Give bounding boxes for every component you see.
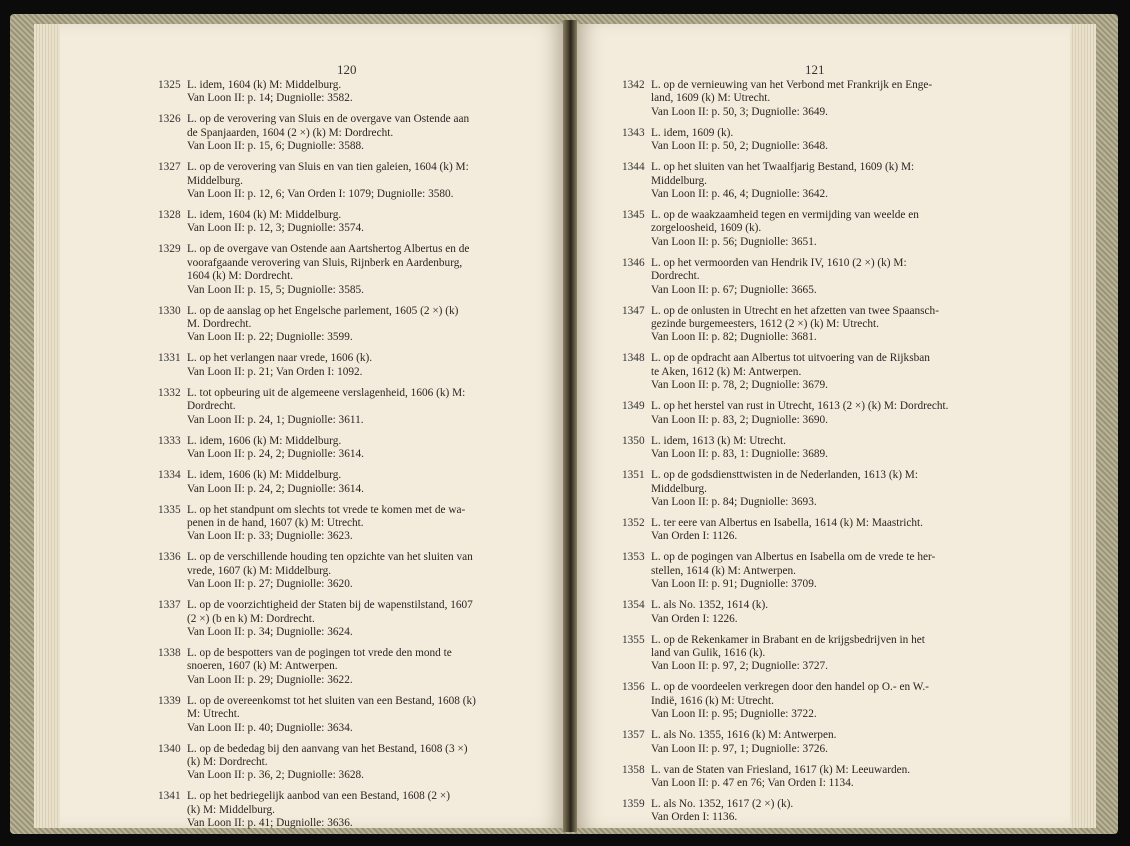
entry-number: 1351 xyxy=(622,469,645,482)
entry-text xyxy=(187,790,530,830)
entry-line: Van Loon II: p. 95; Dugniolle: 3722. xyxy=(651,708,817,721)
entry-text xyxy=(651,161,1000,201)
entry-number: 1344 xyxy=(622,161,645,174)
entry-line: L. op de waakzaamheid tegen en vermijding van weelde en xyxy=(651,209,919,222)
left-page-edges xyxy=(34,24,60,828)
entry-line: Van Loon II: p. 83, 1: Dugniolle: 3689. xyxy=(651,448,828,461)
catalogue-entry xyxy=(158,435,530,462)
entry-line: L. ter eere van Albertus en Isabella, 1614 (k) M: Maastricht. xyxy=(651,516,923,529)
entry-text xyxy=(651,599,1000,626)
entry-line: Van Orden I: 1226. xyxy=(651,612,738,625)
entry-number: 1359 xyxy=(622,797,645,810)
entry-line: L. op de pogingen van Albertus en Isabella om de vrede te her- xyxy=(651,551,936,564)
entry-line: Van Loon II: p. 41; Dugniolle: 3636. xyxy=(187,817,353,830)
catalogue-entry xyxy=(622,798,1000,825)
entry-text xyxy=(651,764,1000,791)
entry-line: Van Loon II: p. 24, 2; Dugniolle: 3614. xyxy=(187,482,364,495)
entry-line: Van Loon II: p. 15, 6; Dugniolle: 3588. xyxy=(187,140,364,153)
catalogue-entry xyxy=(622,551,1000,591)
entry-number: 1333 xyxy=(158,434,181,447)
entry-number: 1337 xyxy=(158,599,181,612)
entry-number: 1352 xyxy=(622,516,645,529)
entry-line: Van Loon II: p. 36, 2; Dugniolle: 3628. xyxy=(187,769,364,782)
catalogue-entry xyxy=(622,634,1000,674)
entry-line: stellen, 1614 (k) M: Antwerpen. xyxy=(651,564,796,577)
entry-line: L. op de overeenkomst tot het sluiten van een Bestand, 1608 (k) xyxy=(187,694,476,707)
left-page-number: 120 xyxy=(337,62,357,77)
entry-line: L. op de overgave van Ostende aan Aartshertog Albertus en de xyxy=(187,243,470,256)
left-catalogue-column xyxy=(158,79,530,838)
entry-text xyxy=(651,305,1000,345)
entry-text xyxy=(651,469,1000,509)
book-gutter xyxy=(563,20,577,832)
entry-text xyxy=(651,729,1000,756)
entry-number: 1328 xyxy=(158,209,181,222)
entry-line: L. op het sluiten van het Twaalfjarig Bestand, 1609 (k) M: xyxy=(651,161,915,174)
entry-text xyxy=(651,209,1000,249)
entry-line: Van Loon II: p. 15, 5; Dugniolle: 3585. xyxy=(187,283,364,296)
entry-text xyxy=(187,243,530,297)
entry-number: 1327 xyxy=(158,161,181,174)
entry-text xyxy=(187,435,530,462)
entry-number: 1345 xyxy=(622,209,645,222)
catalogue-entry xyxy=(158,113,530,153)
entry-text xyxy=(187,599,530,639)
entry-line: L. op het bedriegelijk aanbod van een Bestand, 1608 (2 ×) xyxy=(187,790,450,803)
entry-line: L. op de Rekenkamer in Brabant en de krijgsbedrijven in het xyxy=(651,633,925,646)
entry-text xyxy=(651,435,1000,462)
entry-text xyxy=(651,127,1000,154)
entry-text xyxy=(187,695,530,735)
entry-text xyxy=(187,79,530,106)
entry-text xyxy=(187,647,530,687)
catalogue-entry xyxy=(158,504,530,544)
entry-line: L. idem, 1606 (k) M: Middelburg. xyxy=(187,469,342,482)
catalogue-entry xyxy=(158,790,530,830)
entry-number: 1341 xyxy=(158,790,181,803)
catalogue-entry xyxy=(622,764,1000,791)
entry-number: 1353 xyxy=(622,551,645,564)
entry-line: (2 ×) (b en k) M: Dordrecht. xyxy=(187,612,315,625)
catalogue-entry xyxy=(158,599,530,639)
entry-number: 1338 xyxy=(158,646,181,659)
entry-line: Van Loon II: p. 83, 2; Dugniolle: 3690. xyxy=(651,413,828,426)
entry-line: L. op de godsdiensttwisten in de Nederlanden, 1613 (k) M: xyxy=(651,469,918,482)
entry-text xyxy=(651,634,1000,674)
catalogue-entry xyxy=(158,647,530,687)
entry-text xyxy=(187,352,530,379)
entry-line: Van Loon II: p. 34; Dugniolle: 3624. xyxy=(187,625,353,638)
entry-line: Dordrecht. xyxy=(187,400,236,413)
catalogue-entry xyxy=(622,257,1000,297)
entry-line: gezinde burgemeesters, 1612 (2 ×) (k) M: Utrecht. xyxy=(651,318,879,331)
entry-text xyxy=(651,352,1000,392)
entry-line: Van Loon II: p. 14; Dugniolle: 3582. xyxy=(187,92,353,105)
entry-line: penen in de hand, 1607 (k) M: Utrecht. xyxy=(187,516,364,529)
catalogue-entry xyxy=(622,127,1000,154)
entry-text xyxy=(187,743,530,783)
entry-line: Van Loon II: p. 24, 2; Dugniolle: 3614. xyxy=(187,448,364,461)
catalogue-entry xyxy=(158,551,530,591)
entry-line: L. op het vermoorden van Hendrik IV, 1610 (2 ×) (k) M: xyxy=(651,256,907,269)
entry-line: L. idem, 1613 (k) M: Utrecht. xyxy=(651,434,786,447)
entry-number: 1340 xyxy=(158,742,181,755)
entry-number: 1325 xyxy=(158,79,181,91)
entry-line: Van Loon II: p. 29; Dugniolle: 3622. xyxy=(187,673,353,686)
catalogue-entry xyxy=(158,161,530,201)
entry-text xyxy=(187,504,530,544)
entry-number: 1332 xyxy=(158,386,181,399)
catalogue-entry xyxy=(158,469,530,496)
catalogue-entry xyxy=(158,695,530,735)
entry-text xyxy=(187,305,530,345)
catalogue-entry xyxy=(622,469,1000,509)
entry-number: 1349 xyxy=(622,400,645,413)
entry-line: M: Utrecht. xyxy=(187,708,240,721)
entry-line: de Spanjaarden, 1604 (2 ×) (k) M: Dordrecht. xyxy=(187,126,394,139)
entry-line: (k) M: Middelburg. xyxy=(187,803,275,816)
entry-line: Van Loon II: p. 24, 1; Dugniolle: 3611. xyxy=(187,413,364,426)
entry-text xyxy=(187,387,530,427)
entry-line: Van Orden I: 1136. xyxy=(651,811,738,824)
entry-line: land, 1609 (k) M: Utrecht. xyxy=(651,92,771,105)
catalogue-entry xyxy=(622,435,1000,462)
entry-line: L. op de verschillende houding ten opzichte van het sluiten van xyxy=(187,551,473,564)
catalogue-entry xyxy=(622,161,1000,201)
entry-line: 1604 (k) M: Dordrecht. xyxy=(187,270,294,283)
entry-number: 1329 xyxy=(158,243,181,256)
entry-line: L. idem, 1609 (k). xyxy=(651,126,734,139)
entry-line: L. op de verovering van Sluis en van tien galeien, 1604 (k) M: xyxy=(187,161,469,174)
entry-number: 1350 xyxy=(622,434,645,447)
catalogue-entry xyxy=(622,400,1000,427)
entry-number: 1326 xyxy=(158,113,181,126)
entry-line: L. op de aanslag op het Engelsche parlement, 1605 (2 ×) (k) xyxy=(187,304,459,317)
entry-number: 1342 xyxy=(622,79,645,91)
entry-line: Van Loon II: p. 47 en 76; Van Orden I: 1134. xyxy=(651,776,854,789)
entry-line: Van Loon II: p. 40; Dugniolle: 3634. xyxy=(187,721,353,734)
entry-line: zorgeloosheid, 1609 (k). xyxy=(651,222,762,235)
entry-line: snoeren, 1607 (k) M: Antwerpen. xyxy=(187,660,338,673)
entry-text xyxy=(187,161,530,201)
entry-text xyxy=(187,113,530,153)
entry-line: L. als No. 1352, 1617 (2 ×) (k). xyxy=(651,797,794,810)
catalogue-entry xyxy=(622,599,1000,626)
entry-line: Van Orden I: 1126. xyxy=(651,530,738,543)
entry-line: Van Loon II: p. 27; Dugniolle: 3620. xyxy=(187,578,353,591)
entry-line: L. van de Staten van Friesland, 1617 (k) M: Leeuwarden. xyxy=(651,763,911,776)
entry-line: L. op de verovering van Sluis en de overgave van Ostende aan xyxy=(187,113,470,126)
entry-line: voorafgaande verovering van Sluis, Rijnberk en Aardenburg, xyxy=(187,256,463,269)
entry-number: 1348 xyxy=(622,352,645,365)
entry-number: 1346 xyxy=(622,256,645,269)
entry-line: Van Loon II: p. 67; Dugniolle: 3665. xyxy=(651,283,817,296)
entry-line: L. als No. 1355, 1616 (k) M: Antwerpen. xyxy=(651,729,837,742)
entry-line: Middelburg. xyxy=(651,482,707,495)
entry-line: land van Gulik, 1616 (k). xyxy=(651,646,766,659)
entry-line: Van Loon II: p. 12, 3; Dugniolle: 3574. xyxy=(187,222,364,235)
catalogue-entry xyxy=(622,517,1000,544)
catalogue-entry xyxy=(158,743,530,783)
entry-line: Van Loon II: p. 21; Van Orden I: 1092. xyxy=(187,365,363,378)
entry-line: Van Loon II: p. 50, 3; Dugniolle: 3649. xyxy=(651,105,828,118)
entry-line: L. op de opdracht aan Albertus tot uitvoering van de Rijksban xyxy=(651,352,930,365)
catalogue-entry xyxy=(158,387,530,427)
entry-line: L. op het verlangen naar vrede, 1606 (k). xyxy=(187,352,373,365)
entry-line: Van Loon II: p. 91; Dugniolle: 3709. xyxy=(651,578,817,591)
entry-line: L. idem, 1606 (k) M: Middelburg. xyxy=(187,434,342,447)
entry-text xyxy=(651,257,1000,297)
entry-line: Van Loon II: p. 84; Dugniolle: 3693. xyxy=(651,495,817,508)
entry-line: Middelburg. xyxy=(651,174,707,187)
catalogue-entry xyxy=(622,305,1000,345)
entry-text xyxy=(651,517,1000,544)
entry-line: Dordrecht. xyxy=(651,270,700,283)
entry-line: (k) M: Dordrecht. xyxy=(187,755,268,768)
entry-line: Van Loon II: p. 22; Dugniolle: 3599. xyxy=(187,331,353,344)
entry-line: Van Loon II: p. 82; Dugniolle: 3681. xyxy=(651,331,817,344)
entry-line: Van Loon II: p. 46, 4; Dugniolle: 3642. xyxy=(651,188,828,201)
entry-text xyxy=(187,469,530,496)
entry-text xyxy=(651,551,1000,591)
right-page-edges xyxy=(1070,24,1096,828)
entry-line: Van Loon II: p. 97, 2; Dugniolle: 3727. xyxy=(651,660,828,673)
entry-text xyxy=(651,400,1000,427)
catalogue-entry xyxy=(158,209,530,236)
entry-line: L. op het standpunt om slechts tot vrede te komen met de wa- xyxy=(187,503,466,516)
entry-number: 1334 xyxy=(158,469,181,482)
entry-number: 1335 xyxy=(158,503,181,516)
entry-text xyxy=(651,79,1000,119)
catalogue-entry xyxy=(622,79,1000,119)
entry-text xyxy=(187,209,530,236)
catalogue-entry xyxy=(158,352,530,379)
catalogue-entry xyxy=(622,729,1000,756)
entry-line: vrede, 1607 (k) M: Middelburg. xyxy=(187,564,332,577)
entry-line: M. Dordrecht. xyxy=(187,318,252,331)
entry-line: Indië, 1616 (k) M: Utrecht. xyxy=(651,694,774,707)
entry-line: L. op de vernieuwing van het Verbond met Frankrijk en Enge- xyxy=(651,79,933,91)
entry-line: Van Loon II: p. 50, 2; Dugniolle: 3648. xyxy=(651,140,828,153)
right-page-number: 121 xyxy=(805,62,825,77)
entry-number: 1331 xyxy=(158,352,181,365)
entry-line: L. op de bededag bij den aanvang van het Bestand, 1608 (3 ×) xyxy=(187,742,468,755)
entry-line: L. tot opbeuring uit de algemeene verslagenheid, 1606 (k) M: xyxy=(187,386,466,399)
entry-line: L. op het herstel van rust in Utrecht, 1613 (2 ×) (k) M: Dordrecht. xyxy=(651,400,949,413)
entry-text xyxy=(651,798,1000,825)
entry-line: L. op de bespotters van de pogingen tot vrede den mond te xyxy=(187,646,452,659)
entry-number: 1336 xyxy=(158,551,181,564)
entry-number: 1347 xyxy=(622,304,645,317)
entry-line: Van Loon II: p. 33; Dugniolle: 3623. xyxy=(187,530,353,543)
entry-line: L. idem, 1604 (k) M: Middelburg. xyxy=(187,209,342,222)
catalogue-entry xyxy=(622,352,1000,392)
entry-line: Van Loon II: p. 12, 6; Van Orden I: 1079; Dugniolle: 3580. xyxy=(187,188,454,201)
entry-line: L. op de voorzichtigheid der Staten bij de wapenstilstand, 1607 xyxy=(187,599,473,612)
catalogue-entry xyxy=(622,681,1000,721)
entry-number: 1356 xyxy=(622,681,645,694)
entry-line: te Aken, 1612 (k) M: Antwerpen. xyxy=(651,365,802,378)
entry-number: 1358 xyxy=(622,763,645,776)
entry-line: L. idem, 1604 (k) M: Middelburg. xyxy=(187,79,342,91)
entry-number: 1354 xyxy=(622,599,645,612)
entry-line: Van Loon II: p. 97, 1; Dugniolle: 3726. xyxy=(651,742,828,755)
entry-text xyxy=(187,551,530,591)
entry-line: L. als No. 1352, 1614 (k). xyxy=(651,599,769,612)
entry-number: 1355 xyxy=(622,633,645,646)
right-catalogue-column xyxy=(622,79,1000,832)
entry-number: 1343 xyxy=(622,126,645,139)
entry-number: 1357 xyxy=(622,729,645,742)
entry-text xyxy=(651,681,1000,721)
entry-line: Van Loon II: p. 78, 2; Dugniolle: 3679. xyxy=(651,379,828,392)
entry-line: L. op de voordeelen verkregen door den handel op O.- en W.- xyxy=(651,681,929,694)
entry-line: Van Loon II: p. 56; Dugniolle: 3651. xyxy=(651,235,817,248)
entry-number: 1330 xyxy=(158,304,181,317)
entry-line: L. op de onlusten in Utrecht en het afzetten van twee Spaansch- xyxy=(651,304,939,317)
catalogue-entry xyxy=(622,209,1000,249)
catalogue-entry xyxy=(158,243,530,297)
catalogue-entry xyxy=(158,305,530,345)
entry-line: Middelburg. xyxy=(187,174,243,187)
entry-number: 1339 xyxy=(158,694,181,707)
catalogue-entry xyxy=(158,79,530,106)
